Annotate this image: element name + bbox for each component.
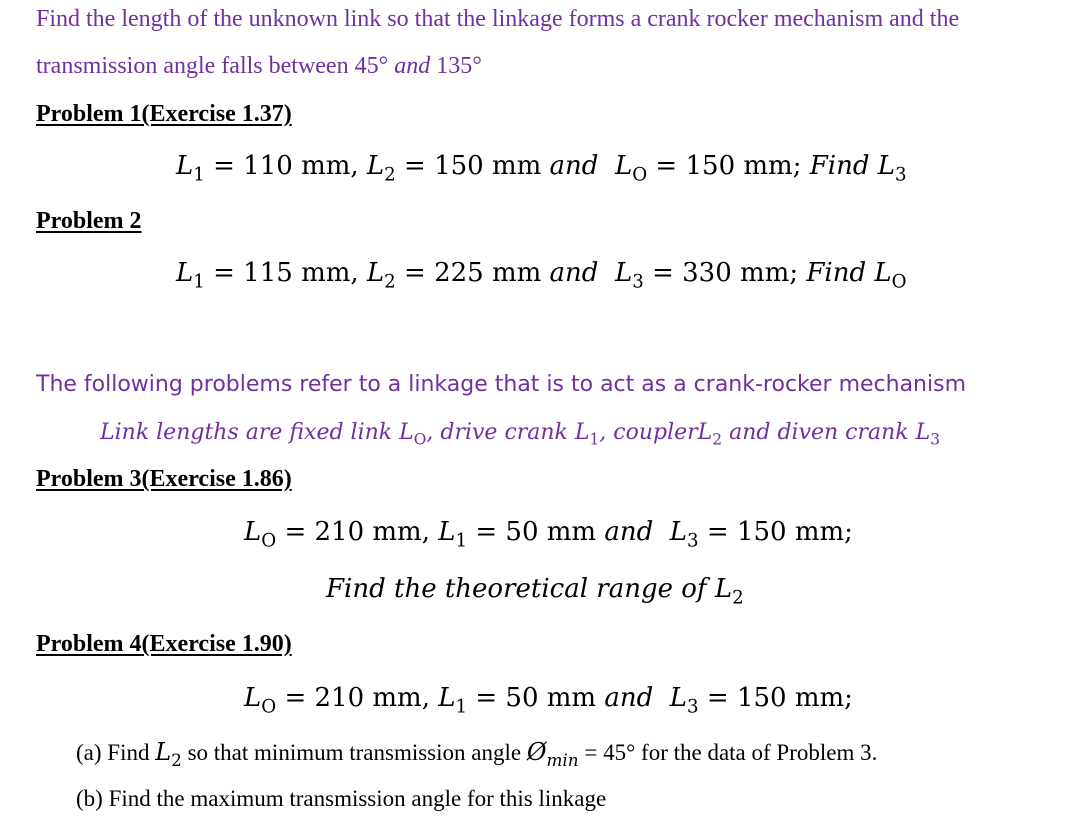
p4a-mid: so that minimum transmission angle: [181, 740, 527, 765]
link-lengths-line: Link lengths are fixed link $L_O$, drive crank $L_1$, couplerL$_2$ and diven crank $L_3$: [100, 420, 941, 449]
p4-lo-value: 210 mm: [314, 683, 422, 713]
problem-2-equation: $L_1 = 115$ mm, $L_2 = 225$ mm and $L_3 = 330$ mm; Find $L_O$: [176, 258, 907, 293]
links-a: Link lengths are fixed link L: [100, 420, 414, 445]
p4a-pre: (a) Find: [76, 740, 156, 765]
p3-lo-value: 210 mm: [314, 517, 422, 547]
p3-l3-value: 150 mm: [736, 517, 845, 547]
links-c: , couplerL: [599, 420, 713, 445]
p4-l3-value: 150 mm: [736, 683, 845, 713]
problem-4-part-a: (a) Find $L_2$ so that minimum transmission angle $Ø_{min} = 45^\circ$ for the data of Problem 3.: [76, 738, 878, 770]
p3-find-sub: 2: [732, 587, 744, 609]
problem-4-equation: $L_O = 210$ mm, $L_1 = 50$ mm and $L_3 = 150$ mm;: [244, 683, 853, 718]
problem-3-heading: Problem 3(Exercise 1.86): [36, 466, 292, 492]
p2-l1-value: 115 mm: [243, 258, 351, 288]
p1-l2-value: 150 mm: [434, 151, 542, 181]
intro-line-2: [36, 53, 482, 80]
problem-1-heading: Problem 1(Exercise 1.37): [36, 101, 292, 127]
p1-find: Find L: [809, 151, 895, 181]
problem-4-part-b: (b) Find the maximum transmission angle for this linkage: [76, 786, 607, 811]
section-intro: The following problems refer to a linkage that is to act as a crank-rocker mechanism: [36, 372, 967, 397]
problem-3-equation: $L_O = 210$ mm, $L_1 = 50$ mm and $L_3 = 150$ mm;: [244, 517, 853, 552]
problem-1-equation: $L_1 = 110$ mm, $L_2 = 150$ mm and $L_O = 150$ mm; Find $L_3$: [176, 151, 907, 186]
p1-l1-value: 110 mm: [243, 151, 351, 181]
links-b: , drive crank L: [426, 420, 590, 445]
p2-l3-value: 330 mm: [682, 258, 790, 288]
p1-find-sub: 3: [895, 164, 907, 186]
p4a-eq: = 45° for the data of Problem 3.: [578, 740, 878, 765]
intro-line-1: Find the length of the unknown link so that the linkage forms a crank rocker mechanism and the: [36, 6, 960, 32]
intro-line-2-text: transmission angle falls between 45°: [36, 53, 395, 79]
problem-4-heading: Problem 4(Exercise 1.90): [36, 631, 292, 657]
p2-find-sub: O: [891, 271, 907, 293]
p1-lo-value: 150 mm: [685, 151, 793, 181]
problem-2-heading: Problem 2: [36, 208, 142, 234]
p2-l2-value: 225 mm: [434, 258, 542, 288]
links-d: and diven crank L: [722, 420, 931, 445]
p3-find: Find the theoretical range of L: [326, 574, 733, 604]
p4-l1-value: 50 mm: [505, 683, 597, 713]
problem-3-find: [326, 574, 744, 608]
p2-find: Find L: [806, 258, 892, 288]
intro-line-2-end: 135°: [430, 53, 482, 79]
p3-l1-value: 50 mm: [505, 517, 597, 547]
intro-and: and: [394, 53, 431, 79]
